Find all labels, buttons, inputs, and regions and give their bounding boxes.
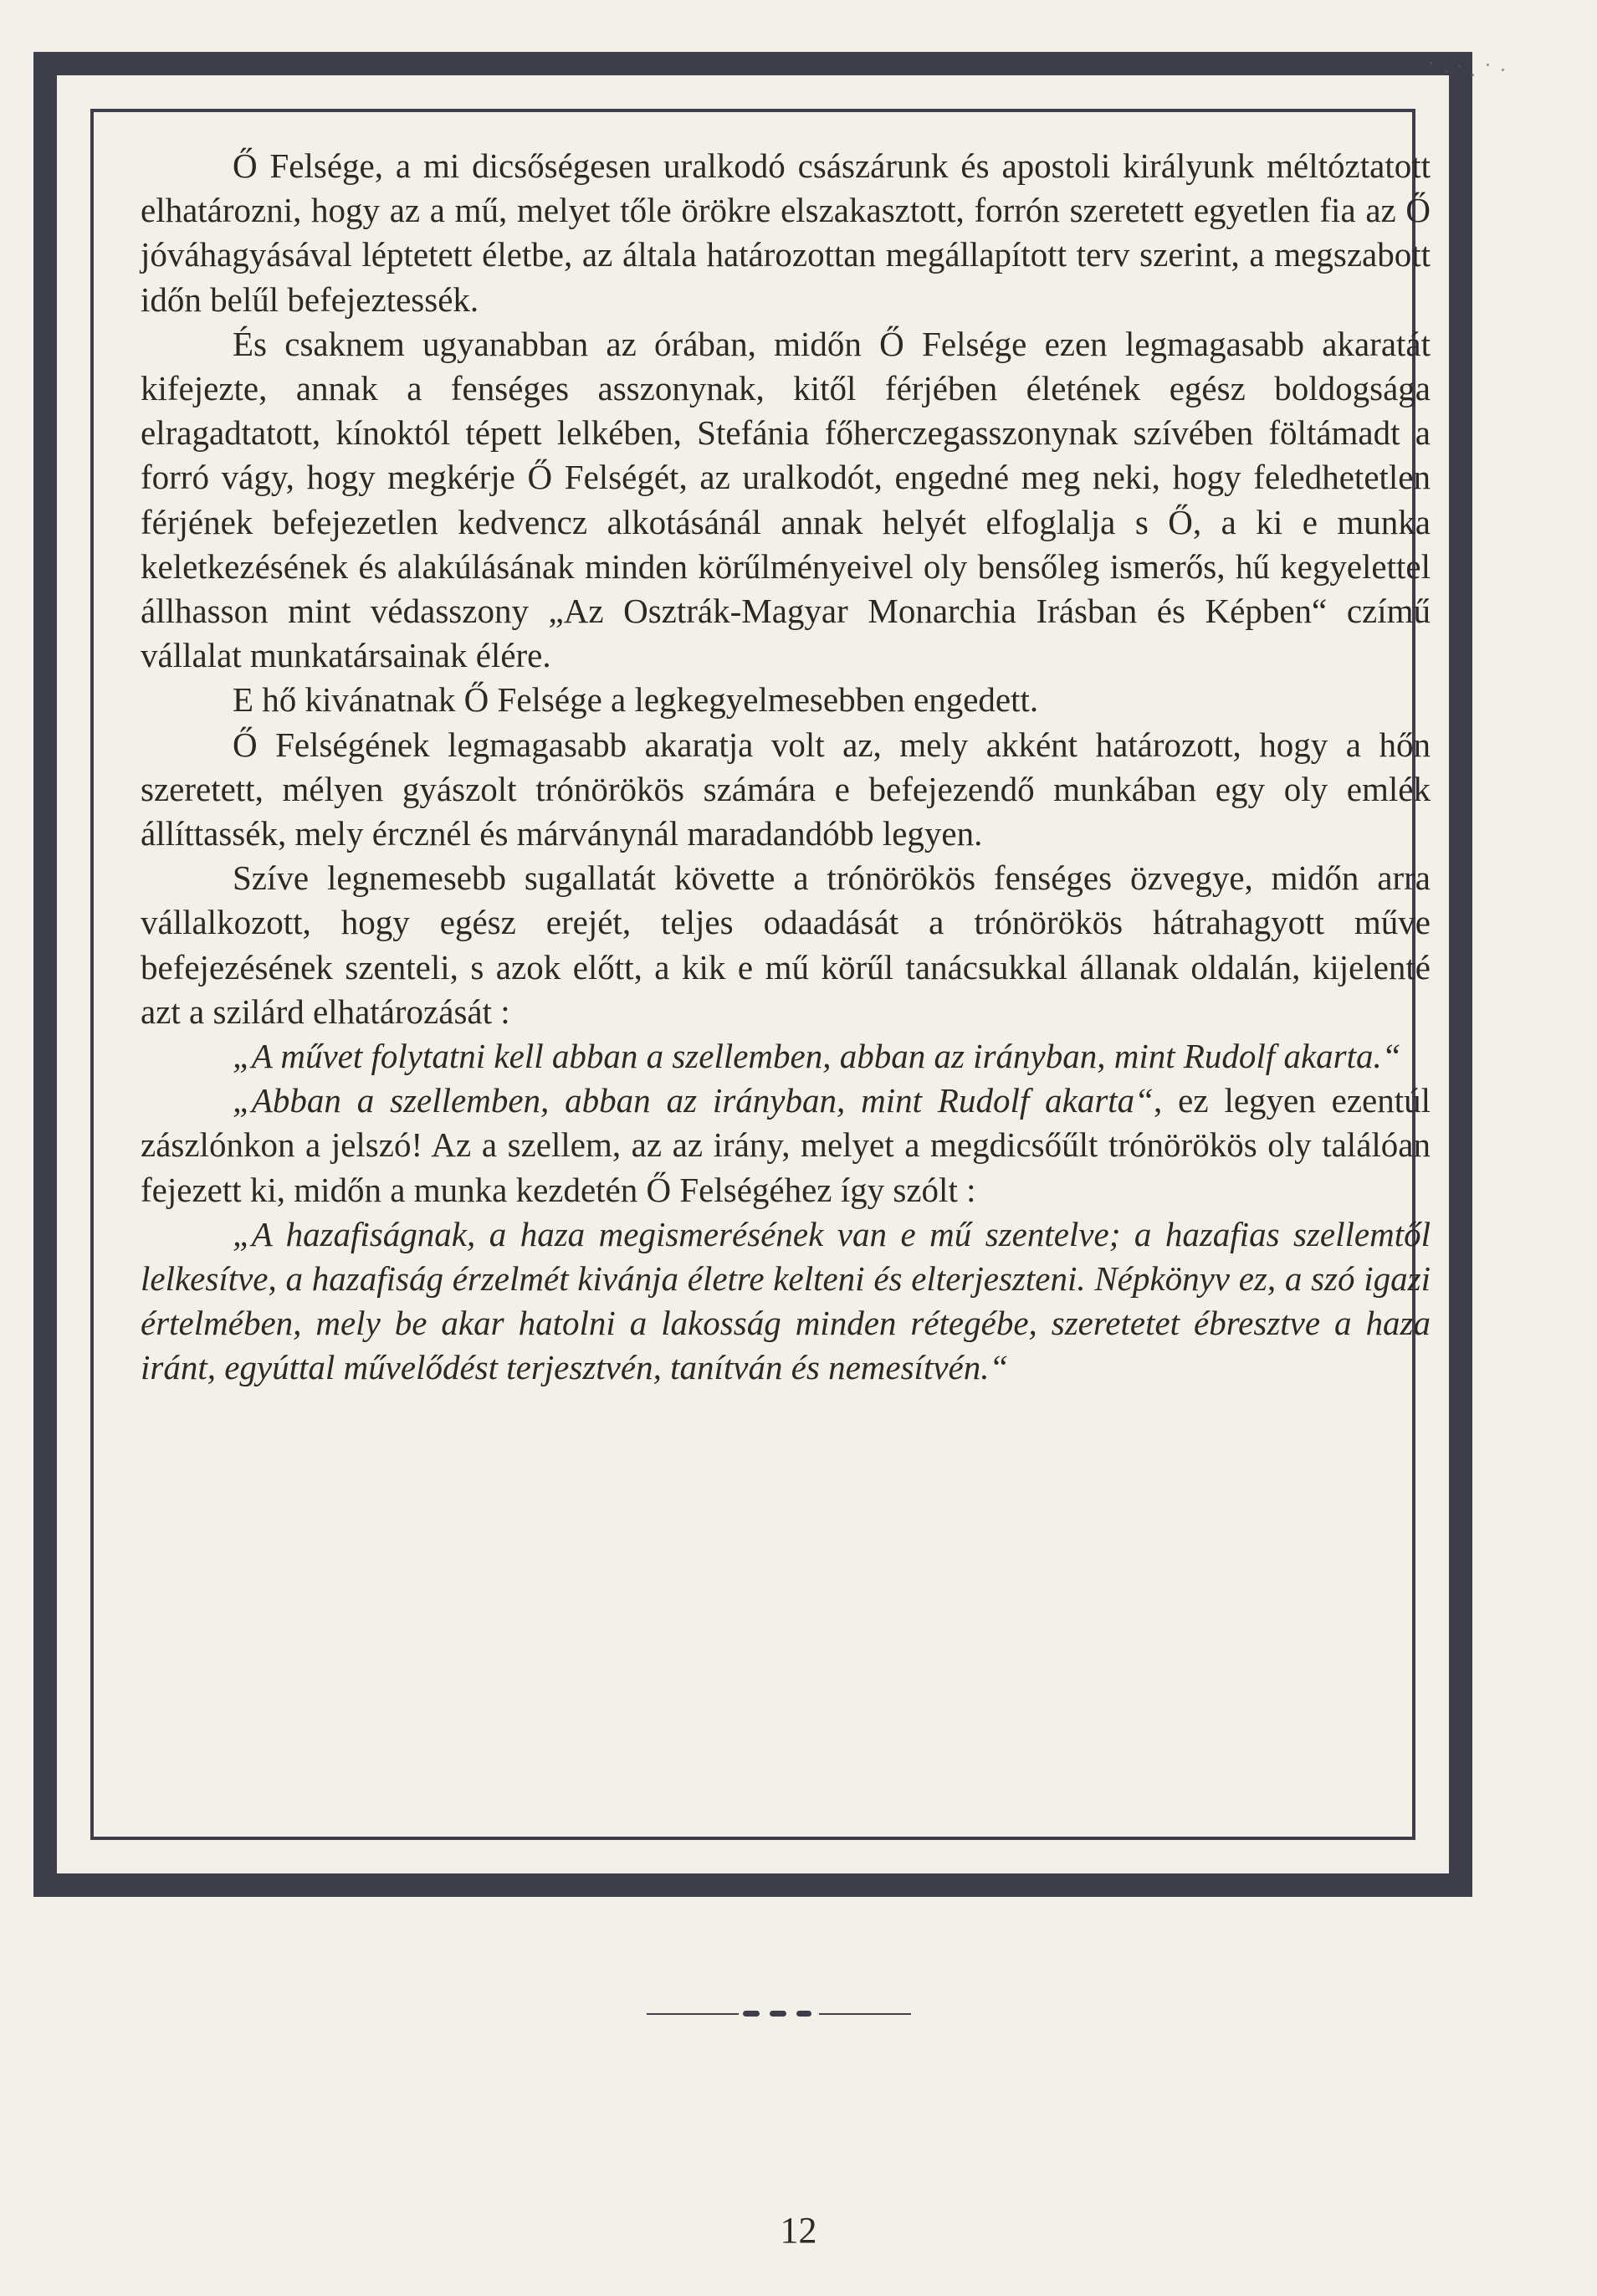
quote-1: „A művet folytatni kell abban a szellemben, abban az irányban, mint Rudolf akarta.“ bbox=[233, 1037, 1401, 1076]
paragraph-1: Ő Felsége, a mi dicsőségesen uralkodó császárunk és apostoli királyunk méltóztatott elhatározni, hogy az a mű, melyet tőle örökre elszakasztott, forrón szeretett egyetlen fia az Ő jóváhagyásával léptetett életbe, az általa határozottan megállapított terv szerint, a megszabott időn belűl befejeztessék. bbox=[141, 146, 1431, 319]
paragraph-5: Szíve legnemesebb sugallatát követte a trónörökös fenséges özvegye, midőn arra vállalkozott, hogy egész erejét, teljes odaadását a trónörökös hátrahagyott műve befejezésének szenteli, s azok előtt, a kik e mű körűl tanácsukkal állanak oldalán, kijelenté azt a szilárd elhatározását : bbox=[141, 858, 1431, 1031]
paragraph-3: E hő kivánatnak Ő Felsége a legkegyelmesebben engedett. bbox=[233, 680, 1039, 720]
ornament-line-left bbox=[647, 2013, 739, 2015]
quote-2-italic: „Abban a szellemben, abban az irányban, mint Rudolf akarta“ bbox=[233, 1081, 1154, 1120]
ornament-mark bbox=[743, 2008, 815, 2018]
ornament-blob bbox=[770, 2011, 786, 2017]
quote-3: „A hazafiságnak, a haza megismerésének van e mű szentelve; a hazafias szellemtől lelkesítve, a hazafiság érzelmét kivánja életre kelteni és elterjeszteni. Népkönyv ez, a szó igazi értelmében, mely be akar hatolni a lakosság minden rétegébe, szeretetet ébresztve a haza iránt, egyúttal művelődést terjesztvén, tanítván és nemesítvén.“ bbox=[141, 1214, 1431, 1387]
ornament-blob bbox=[743, 2011, 760, 2017]
page-body-text bbox=[141, 144, 1431, 1391]
scan-speckles bbox=[1421, 59, 1522, 82]
page-number: 12 bbox=[780, 2210, 817, 2251]
ornament-divider-icon bbox=[647, 2008, 911, 2018]
paragraph-2: És csaknem ugyanabban az órában, midőn Ő Felsége ezen legmagasabb akaratát kifejezte, annak a fenséges asszonynak, kitől férjében életének egész boldogsága elragadtatott, kínoktól tépett lelkében, Stefánia főherczegasszonynak szívében föltámadt a forró vágy, hogy megkérje Ő Felségét, az uralkodót, engedné meg neki, hogy feledhetetlen férjének befejezetlen kedvencz alkotásánál annak helyét elfoglalja s Ő, a ki e munka keletkezésének és alakúlásának minden körűlményeivel oly bensőleg ismerős, hű kegyelettel állhasson mint védasszony „Az Osztrák-Magyar Monarchia Irásban és Képben“ czímű vállalat munkatársainak élére. bbox=[141, 324, 1431, 675]
paragraph-4: Ő Felségének legmagasabb akaratja volt az, mely akként határozott, hogy a hőn szeretett, mélyen gyászolt trónörökös számára e befejezendő munkában egy oly emlék állíttassék, mely ércznél és márványnál maradandóbb legyen. bbox=[141, 725, 1431, 853]
ornament-blob bbox=[796, 2011, 811, 2017]
paragraph-6-text: , ez legyen ezentúl zászlónkon a jelszó! Az a szellem, az az irány, melyet a megdicsőűlt trónörökös oly találóan fejezett ki, midőn a munka kezdetén Ő Felségéhez így szólt : bbox=[141, 1081, 1431, 1209]
ornament-line-right bbox=[819, 2013, 911, 2015]
paragraph-6 bbox=[141, 1079, 1431, 1212]
